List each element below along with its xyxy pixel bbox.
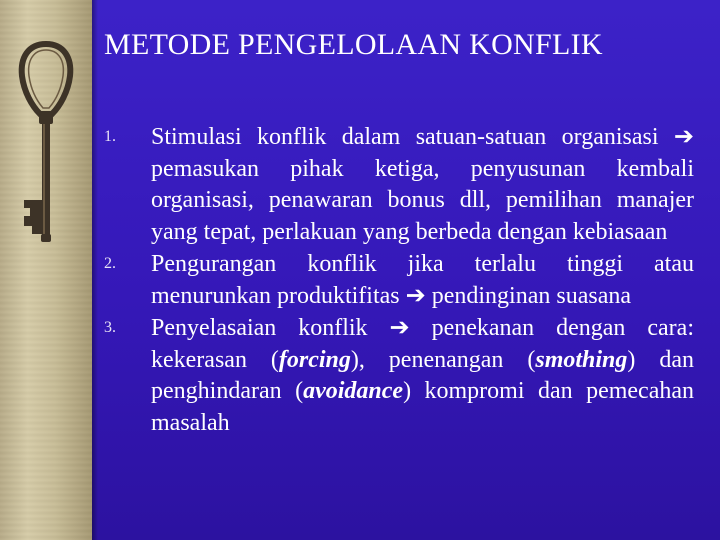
item-text (151, 122, 694, 248)
old-key-icon (6, 40, 86, 250)
item-number: 3. (104, 319, 116, 336)
item-text (151, 313, 694, 439)
slide-title: METODE PENGELOLAAN KONFLIK (104, 28, 603, 61)
side-texture-panel (0, 0, 92, 540)
text-segment: Penyelasaian konflik (151, 315, 390, 341)
text-segment: Pengurangan konflik jika terlalu tinggi atau menurunkan produktifitas (151, 251, 694, 309)
method-item (104, 313, 694, 439)
text-segment: pemasukan pihak ketiga, penyusunan kembali organisasi, penawaran bonus dll, pemilihan manajer yang tepat, perlakuan yang berbeda dengan kebiasaan (151, 155, 694, 245)
arrow-right-icon: ➔ (673, 124, 694, 150)
text-segment: penekanan dengan cara: kekerasan ( (151, 315, 694, 373)
arrow-right-icon: ➔ (405, 282, 426, 309)
item-text (151, 249, 694, 312)
side-panel-shadow (92, 0, 98, 540)
method-item (104, 122, 694, 248)
method-list (104, 122, 694, 440)
text-segment: ) dan penghindaran ( (151, 346, 694, 404)
emphasis-term: smothing (535, 346, 628, 373)
text-segment: Stimulasi konflik dalam satuan-satuan organisasi (151, 124, 674, 150)
emphasis-term: forcing (278, 346, 351, 373)
text-segment: ), penenangan ( (350, 346, 536, 373)
arrow-right-icon: ➔ (389, 315, 410, 341)
item-number: 2. (104, 255, 116, 272)
item-number: 1. (104, 128, 116, 145)
method-item (104, 249, 694, 312)
emphasis-term: avoidance (303, 378, 404, 404)
text-segment: pendinginan suasana (425, 282, 632, 309)
text-segment: ) kompromi dan pemecahan masalah (151, 378, 695, 436)
